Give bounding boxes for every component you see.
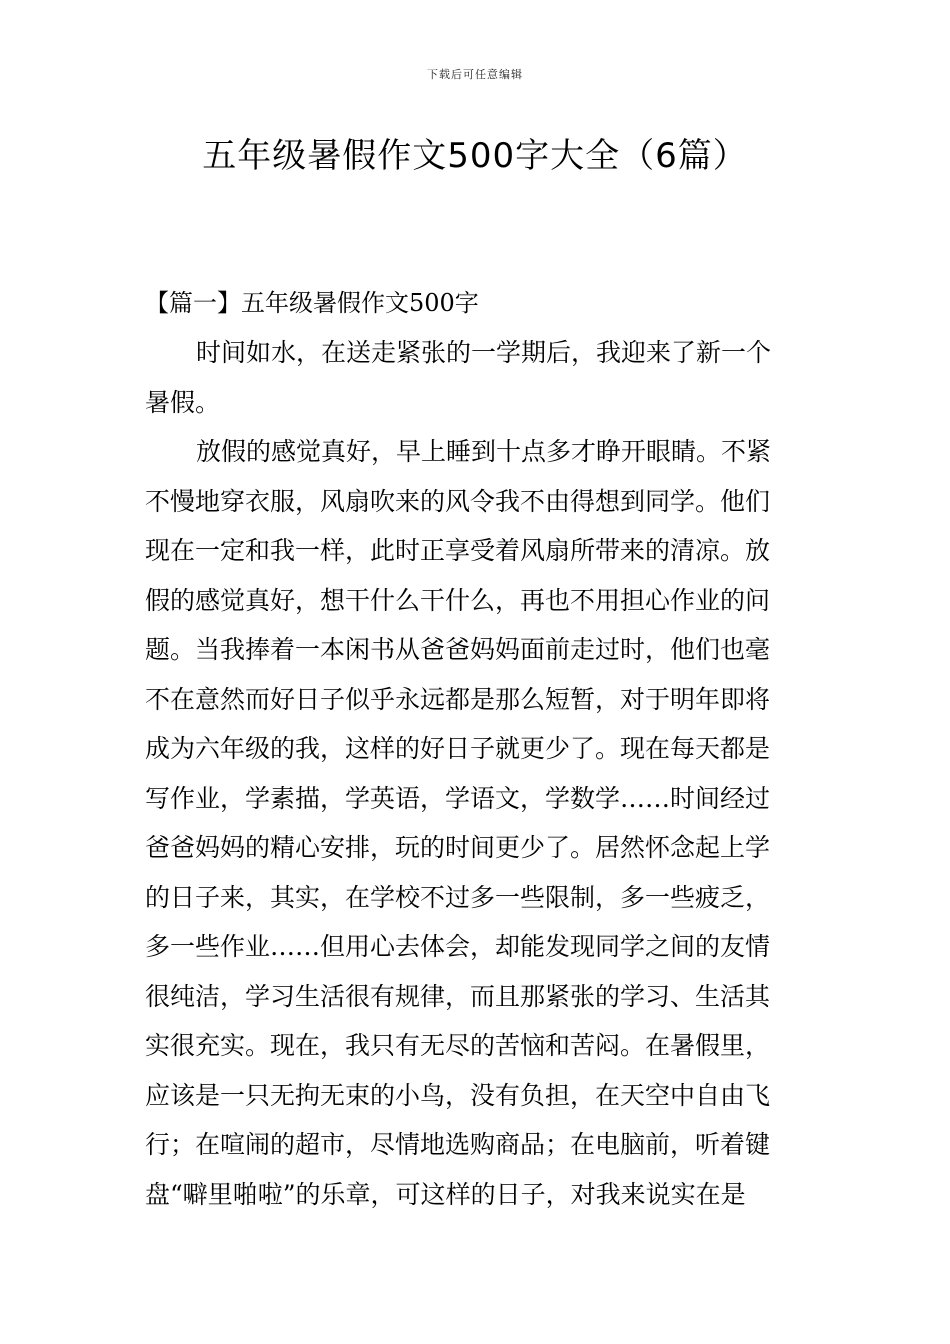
text-line: 假的感觉真好，想干什么干什么，再也不用担心作业的问 — [145, 585, 771, 615]
text-line: 应该是一只无拘无束的小鸟，没有负担，在天空中自由飞 — [145, 1080, 771, 1110]
text-line: 放假的感觉真好，早上睡到十点多才睁开眼睛。不紧 — [196, 437, 772, 466]
text-line: 不在意然而好日子似乎永远都是那么短暂，对于明年即将 — [145, 684, 771, 714]
text-line: 爸爸妈妈的精心安排，玩的时间更少了。居然怀念起上学 — [145, 833, 771, 862]
text-line: 不慢地穿衣服，风扇吹来的风令我不由得想到同学。他们 — [145, 486, 771, 516]
text-line: 暑假。 — [145, 387, 221, 417]
paragraph-1 — [145, 328, 807, 427]
text-line: 题。当我捧着一本闲书从爸爸妈妈面前走过时，他们也毫 — [145, 635, 771, 664]
text-line: 写作业，学素描，学英语，学语文，学数学……时间经过 — [145, 783, 771, 813]
section-heading: 【篇一】五年级暑假作文500字 — [145, 289, 479, 317]
text-line: 多一些作业……但用心去体会，却能发现同学之间的友情 — [145, 932, 771, 961]
text-line: 成为六年级的我，这样的好日子就更少了。现在每天都是 — [145, 734, 771, 763]
text-line: 现在一定和我一样，此时正享受着风扇所带来的清凉。放 — [145, 536, 771, 565]
text-line: 行；在喧闹的超市，尽情地选购商品；在电脑前，听着键 — [145, 1130, 771, 1159]
text-line: 很纯洁，学习生活很有规律，而且那紧张的学习、生活其 — [145, 981, 771, 1011]
text-line: 时间如水，在送走紧张的一学期后，我迎来了新一个 — [196, 338, 772, 367]
text-line: 盘“噼里啪啦”的乐章，可这样的日子，对我来说实在是 — [145, 1179, 746, 1209]
paragraph-2 — [145, 427, 807, 1219]
text-line: 的日子来，其实，在学校不过多一些限制，多一些疲乏， — [145, 882, 771, 912]
document-body — [145, 278, 807, 1219]
document-title: 五年级暑假作文500字大全（6篇） — [202, 136, 748, 176]
text-line: 实很充实。现在，我只有无尽的苦恼和苦闷。在暑假里， — [145, 1031, 771, 1060]
header-note: 下载后可任意编辑 — [427, 68, 523, 81]
